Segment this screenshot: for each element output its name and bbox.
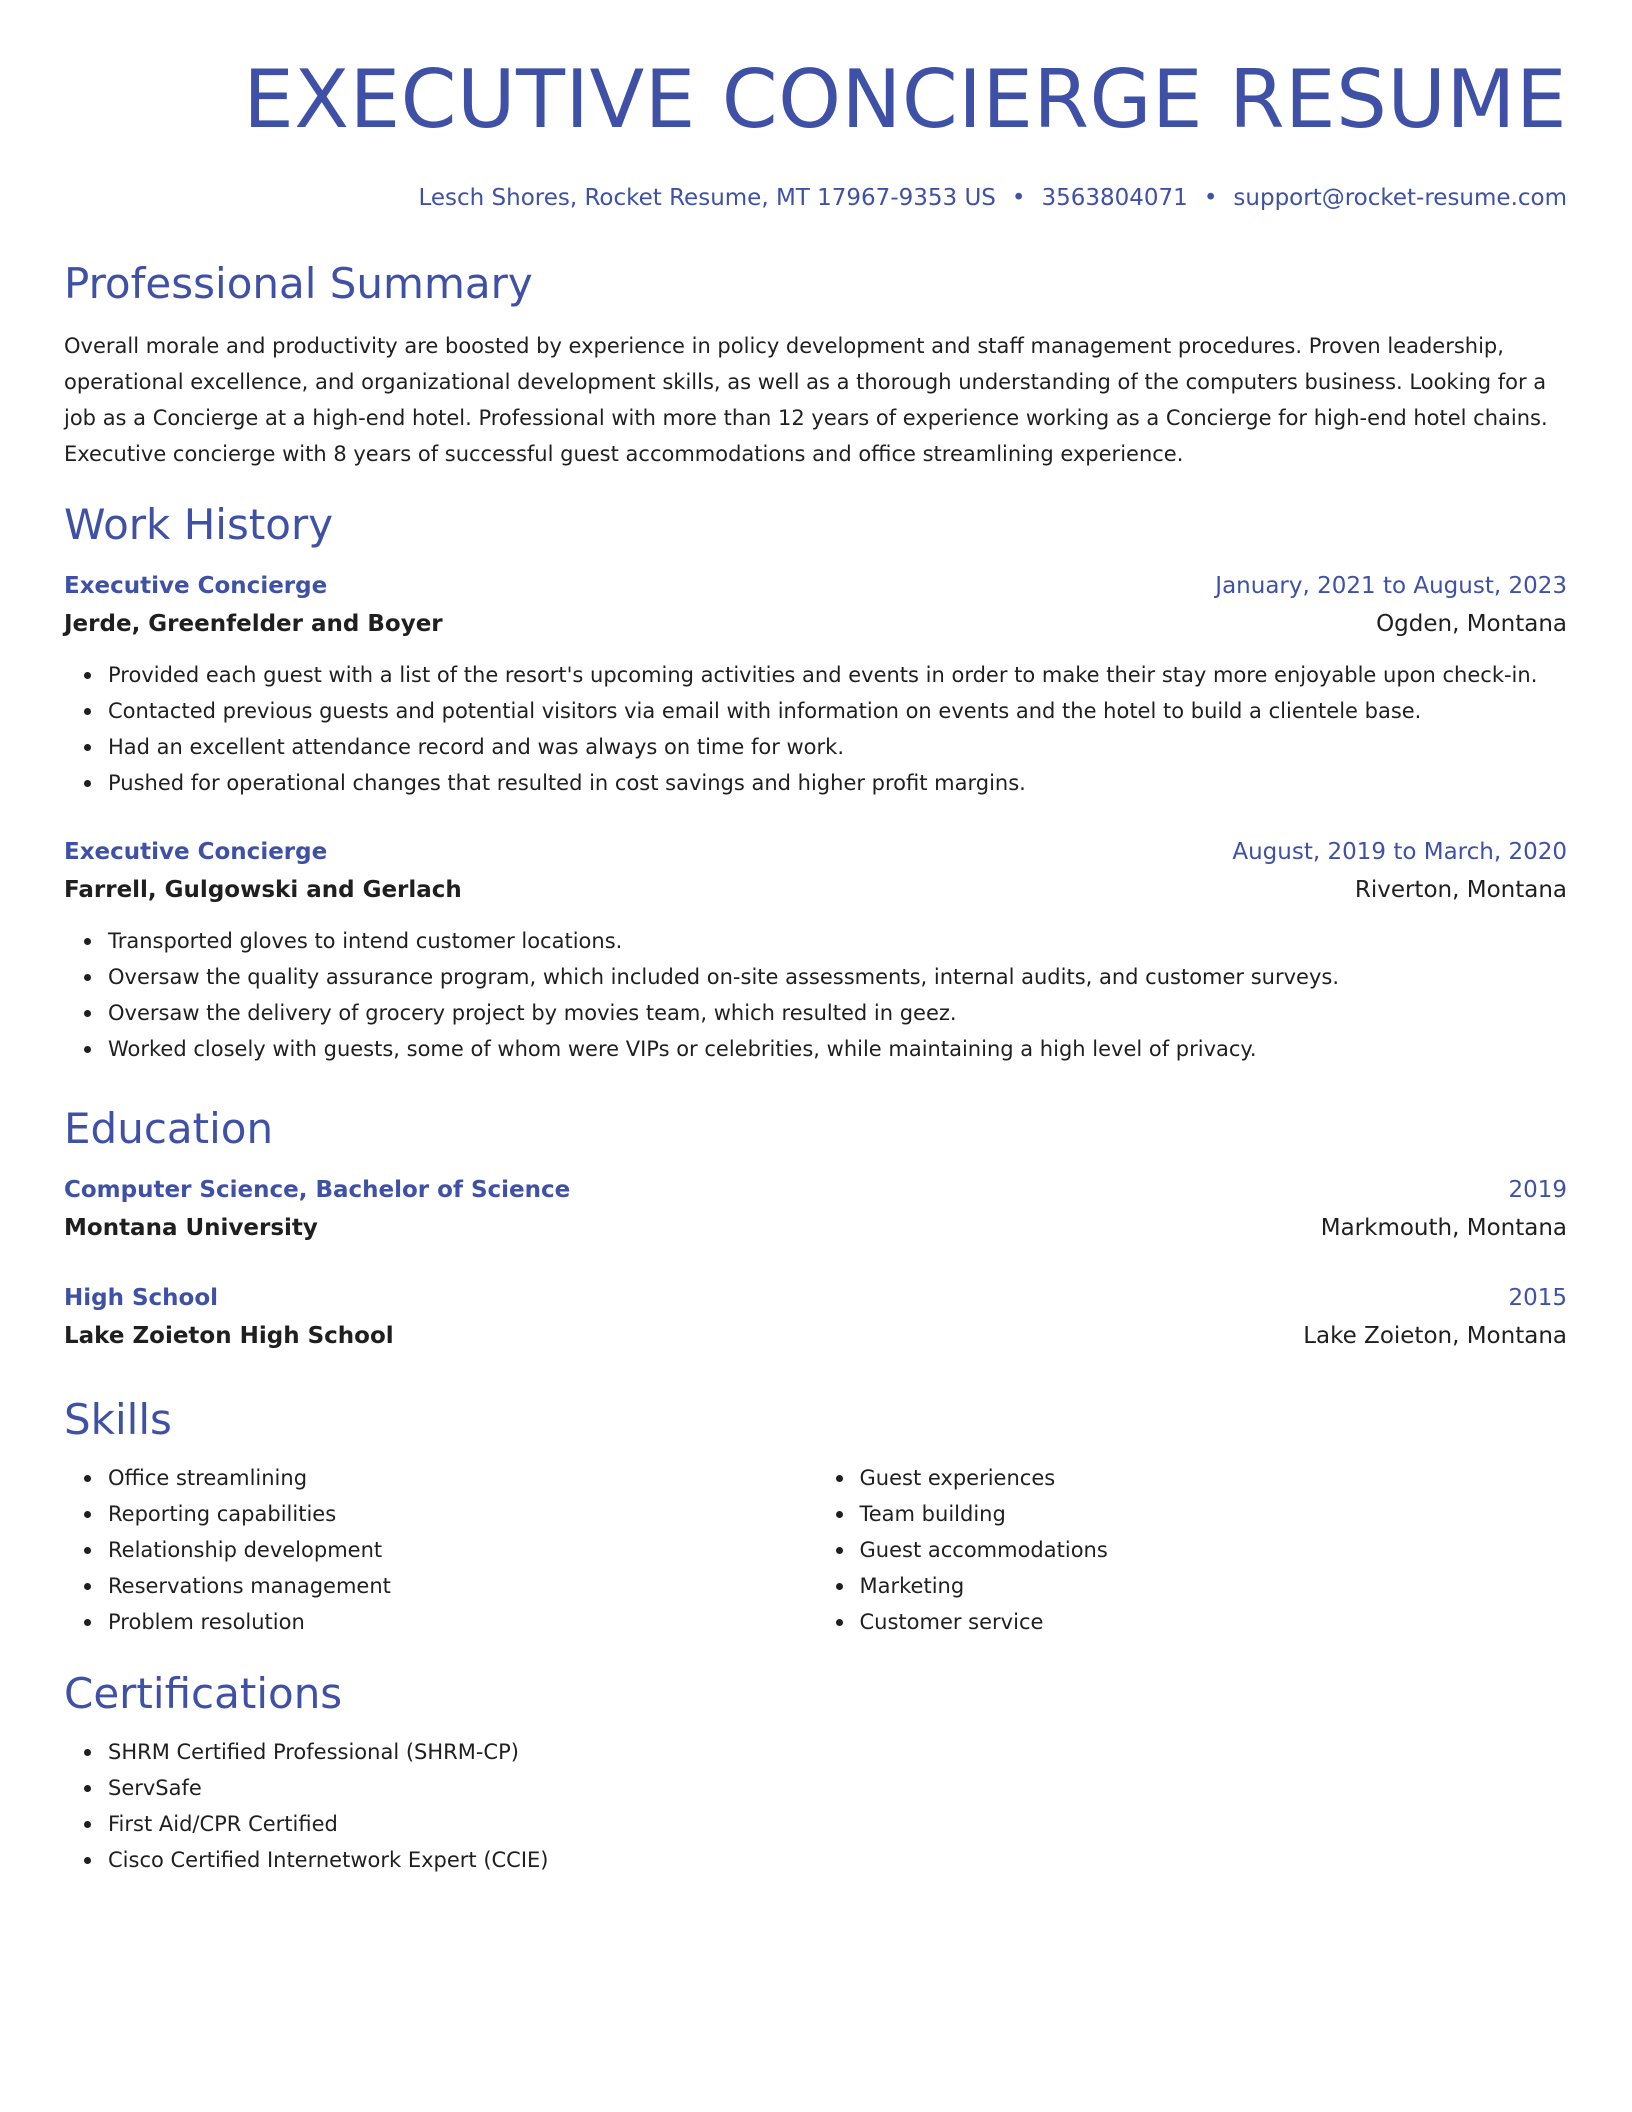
education-degree: Computer Science, Bachelor of Science (64, 1177, 571, 1203)
skills-list-left (64, 1460, 816, 1640)
job-entry (64, 833, 1567, 1067)
certifications-section (64, 1668, 1567, 1878)
list-item: Team building (860, 1496, 1568, 1532)
education-section (64, 1103, 1567, 1355)
list-item: Problem resolution (108, 1604, 816, 1640)
work-history-heading: Work History (64, 500, 334, 549)
work-history-section (64, 499, 1567, 1067)
list-item: Transported gloves to intend customer locations. (108, 923, 1567, 959)
job-bullets (64, 657, 1567, 801)
contact-line (418, 182, 1567, 214)
education-heading: Education (64, 1104, 274, 1153)
job-dates: August, 2019 to March, 2020 (1232, 839, 1567, 865)
list-item: Cisco Certified Internetwork Expert (CCIE) (108, 1842, 1567, 1878)
list-item: First Aid/CPR Certified (108, 1806, 1567, 1842)
education-school: Montana University (64, 1215, 318, 1241)
list-item: Relationship development (108, 1532, 816, 1568)
contact-email: support@rocket-resume.com (1233, 185, 1567, 211)
education-degree: High School (64, 1285, 219, 1311)
list-item: Guest experiences (860, 1460, 1568, 1496)
education-school: Lake Zoieton High School (64, 1323, 394, 1349)
job-role: Executive Concierge (64, 839, 328, 865)
education-entry (64, 1171, 1567, 1247)
contact-phone: 3563804071 (1041, 185, 1188, 211)
skills-columns (64, 1446, 1567, 1640)
list-item: Worked closely with guests, some of whom were VIPs or celebrities, while maintaining a high level of privacy. (108, 1031, 1567, 1067)
list-item: SHRM Certified Professional (SHRM-CP) (108, 1734, 1567, 1770)
job-location: Riverton, Montana (1354, 877, 1567, 903)
job-dates: January, 2021 to August, 2023 (1215, 573, 1567, 599)
contact-separator: • (1011, 185, 1026, 211)
summary-section (64, 258, 1567, 472)
list-item: Reporting capabilities (108, 1496, 816, 1532)
list-item: Oversaw the delivery of grocery project by movies team, which resulted in geez. (108, 995, 1567, 1031)
summary-text: Overall morale and productivity are boosted by experience in policy development and staff management procedures. Proven leadership, operational excellence, and organizational development skills, as well as a thorough understanding of the computers business. Looking for a job as a Concierge at a high-end hotel. Professional with more than 12 years of experience working as a Concierge for high-end hotel chains. Executive concierge with 8 years of successful guest accommodations and office streamlining experience. (64, 334, 1548, 466)
certifications-list (64, 1734, 1567, 1878)
education-year: 2015 (1508, 1285, 1567, 1311)
job-company: Jerde, Greenfelder and Boyer (64, 611, 443, 637)
list-item: Reservations management (108, 1568, 816, 1604)
job-bullets (64, 923, 1567, 1067)
contact-separator: • (1203, 185, 1218, 211)
list-item: Provided each guest with a list of the resort's upcoming activities and events in order to make their stay more enjoyable upon check-in. (108, 657, 1567, 693)
list-item: Marketing (860, 1568, 1568, 1604)
education-location: Markmouth, Montana (1320, 1215, 1567, 1241)
education-year: 2019 (1508, 1177, 1567, 1203)
education-location: Lake Zoieton, Montana (1303, 1323, 1567, 1349)
list-item: Contacted previous guests and potential visitors via email with information on events and the hotel to build a clientele base. (108, 693, 1567, 729)
job-location: Ogden, Montana (1376, 611, 1567, 637)
skills-heading: Skills (64, 1395, 172, 1444)
education-entry (64, 1279, 1567, 1355)
list-item: Pushed for operational changes that resulted in cost savings and higher profit margins. (108, 765, 1567, 801)
list-item: Guest accommodations (860, 1532, 1568, 1568)
list-item: ServSafe (108, 1770, 1567, 1806)
skills-section (64, 1394, 1567, 1640)
summary-heading: Professional Summary (64, 259, 533, 308)
job-entry (64, 567, 1567, 801)
resume-title: EXECUTIVE CONCIERGE RESUME (243, 53, 1567, 146)
skills-list-right (816, 1460, 1568, 1640)
job-company: Farrell, Gulgowski and Gerlach (64, 877, 462, 903)
list-item: Customer service (860, 1604, 1568, 1640)
certifications-heading: Certifications (64, 1669, 343, 1718)
list-item: Oversaw the quality assurance program, which included on-site assessments, internal audits, and customer surveys. (108, 959, 1567, 995)
contact-address: Lesch Shores, Rocket Resume, MT 17967-9353 US (418, 185, 996, 211)
job-role: Executive Concierge (64, 573, 328, 599)
list-item: Office streamlining (108, 1460, 816, 1496)
list-item: Had an excellent attendance record and was always on time for work. (108, 729, 1567, 765)
